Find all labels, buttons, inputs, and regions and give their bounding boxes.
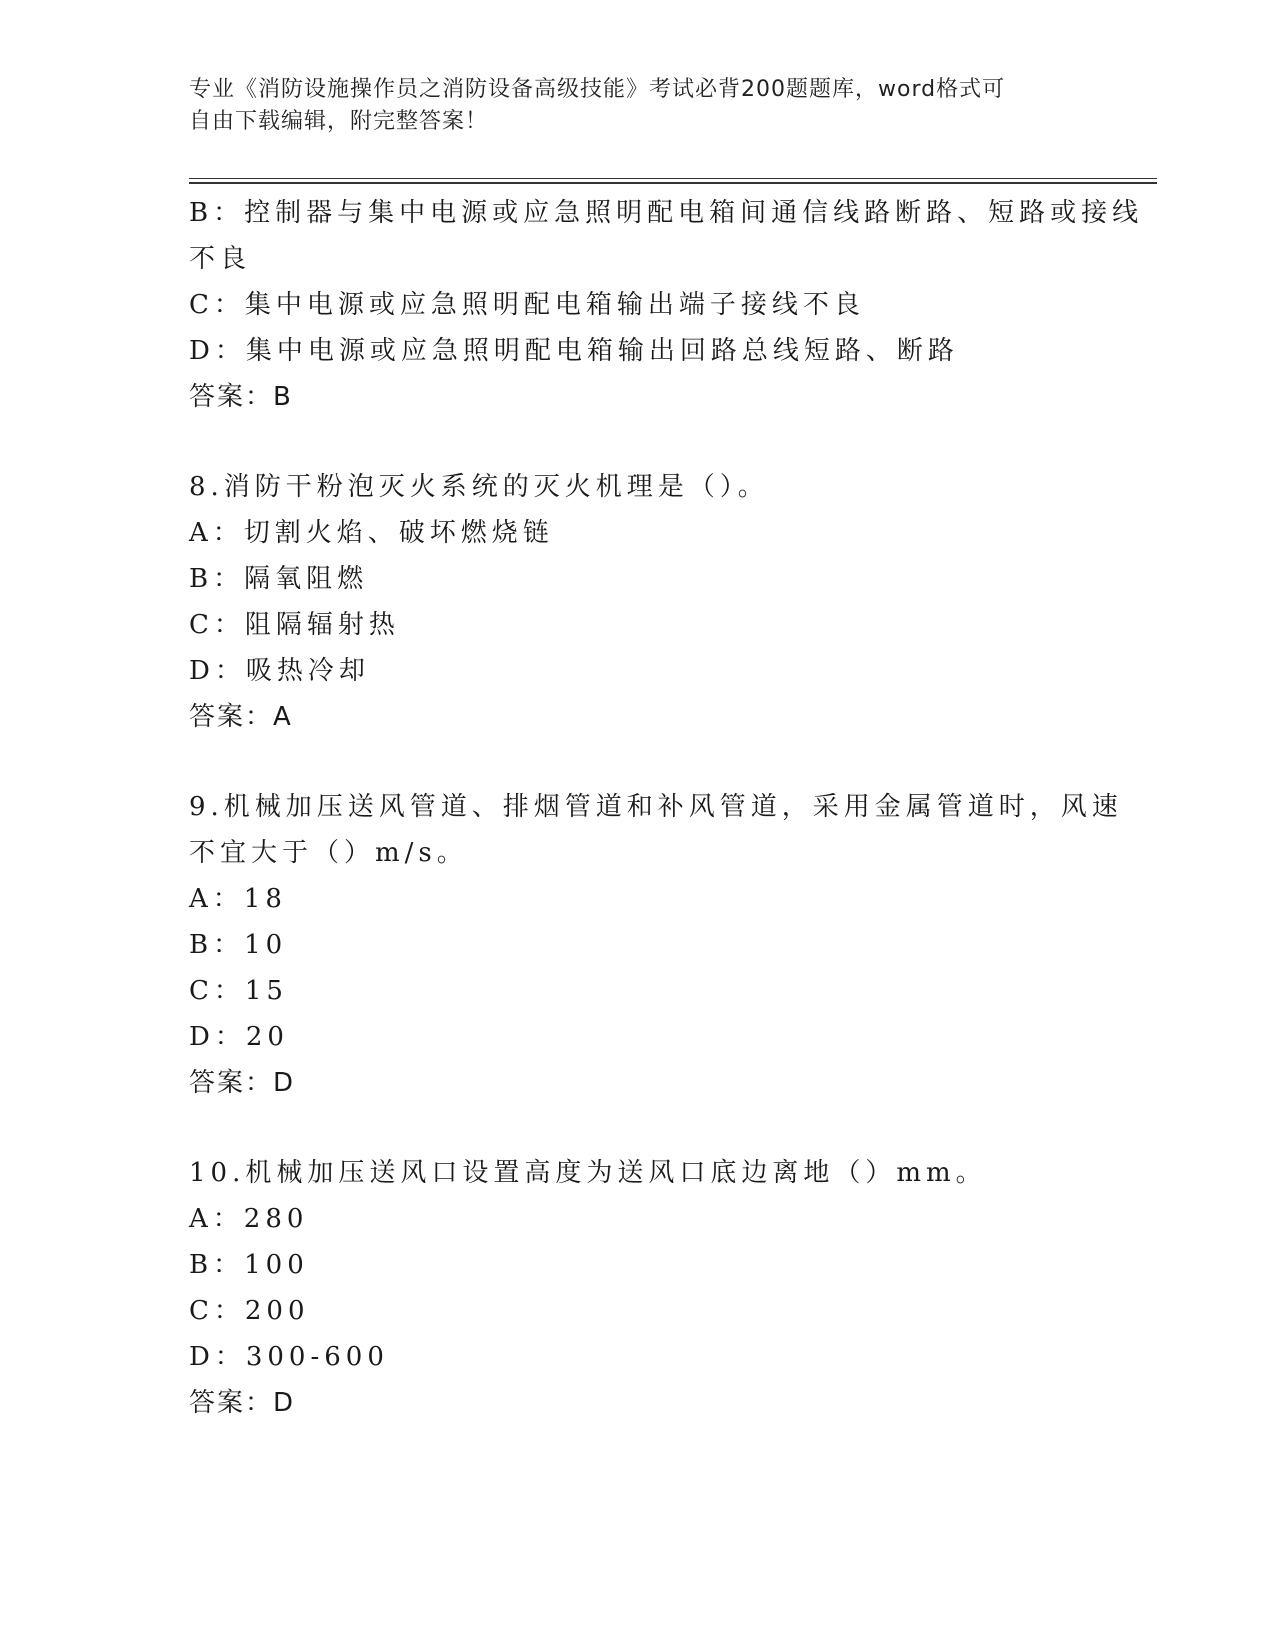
- q9-option-a: A：18: [189, 884, 287, 914]
- header-line-1: 专业《消防设施操作员之消防设备高级技能》考试必背200题题库，word格式可: [189, 77, 1006, 102]
- q9-option-c: C：15: [189, 976, 288, 1006]
- header-divider-bottom: [189, 182, 1157, 184]
- q9-question-line-1: 9.机械加压送风管道、排烟管道和补风管道，采用金属管道时，风速: [189, 792, 1123, 822]
- q7-option-b-line-2: 不良: [189, 244, 252, 274]
- question-8: [189, 464, 1089, 740]
- q8-question: 8.消防干粉泡灭火系统的灭火机理是（）。: [189, 472, 769, 502]
- q9-question-line-2: 不宜大于（）m/s。: [189, 838, 468, 868]
- q9-answer: 答案：D: [189, 1068, 296, 1098]
- header-divider-top: [189, 178, 1157, 179]
- spacer: [189, 740, 1089, 784]
- q10-option-a: A：280: [189, 1204, 309, 1234]
- question-9: [189, 784, 1123, 1106]
- q9-option-b: B：10: [189, 930, 288, 960]
- header-line-2: 自由下载编辑，附完整答案！: [189, 109, 489, 134]
- q7-option-b-line-1: B：控制器与集中电源或应急照明配电箱间通信线路断路、短路或接线: [189, 198, 1144, 228]
- q8-option-c: C：阻隔辐射热: [189, 610, 400, 640]
- document-header: [189, 74, 1089, 138]
- q9-option-d: D：20: [189, 1022, 289, 1052]
- q8-option-b: B：隔氧阻燃: [189, 564, 369, 594]
- q8-option-a: A：切割火焰、破坏燃烧链: [189, 518, 554, 548]
- spacer: [189, 420, 1089, 464]
- q10-option-c: C：200: [189, 1296, 310, 1326]
- q7-answer: 答案：B: [189, 382, 293, 412]
- question-10: [189, 1150, 1089, 1426]
- q7-option-c: C：集中电源或应急照明配电箱输出端子接线不良: [189, 290, 865, 320]
- spacer: [189, 1106, 1089, 1150]
- document-body: [189, 190, 1144, 1426]
- q10-question: 10.机械加压送风口设置高度为送风口底边离地（）mm。: [189, 1158, 987, 1188]
- q7-option-d: D：集中电源或应急照明配电箱输出回路总线短路、断路: [189, 336, 959, 366]
- q10-answer: 答案：D: [189, 1388, 296, 1418]
- q10-option-d: D：300-600: [189, 1342, 389, 1372]
- q8-option-d: D：吸热冷却: [189, 656, 370, 686]
- q10-option-b: B：100: [189, 1250, 309, 1280]
- question-7: [189, 190, 1144, 420]
- q8-answer: 答案：A: [189, 702, 293, 732]
